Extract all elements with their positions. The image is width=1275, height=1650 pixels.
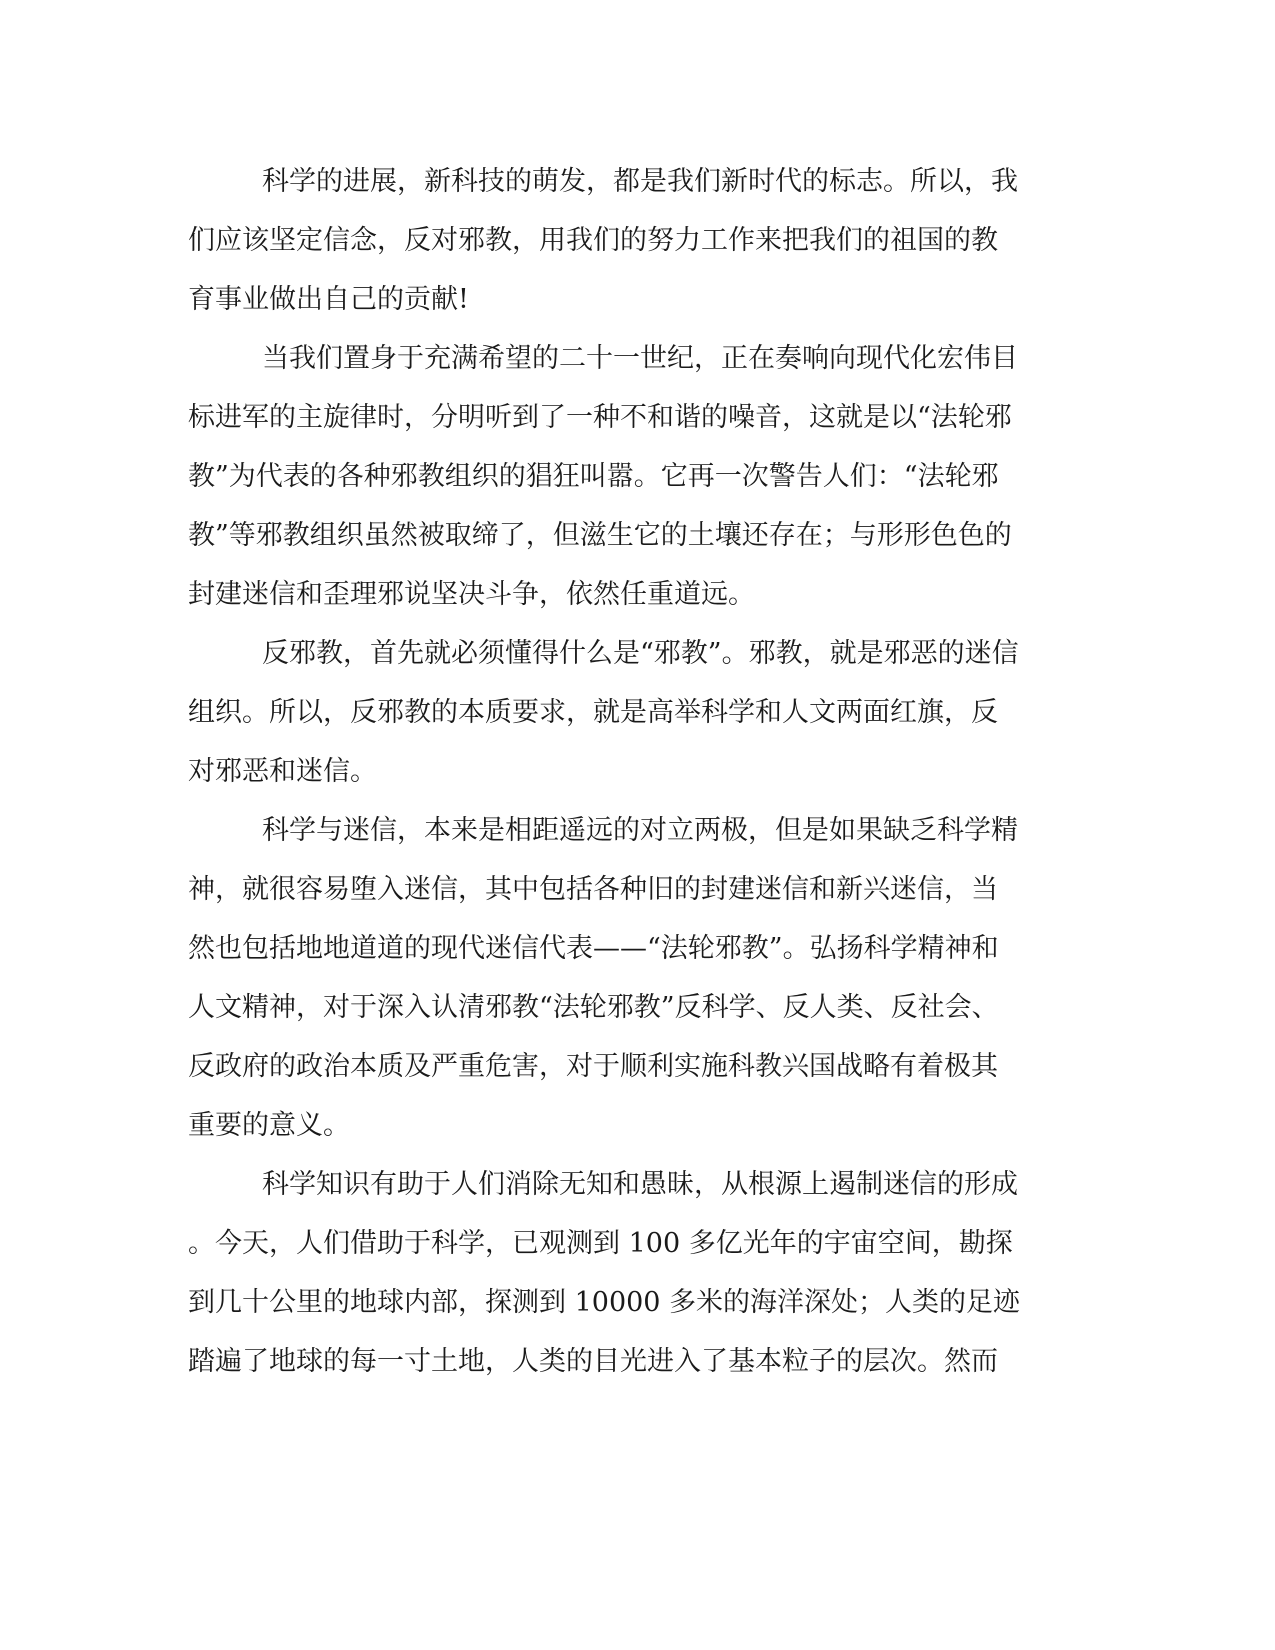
text-line: 反政府的政治本质及严重危害，对于顺利实施科教兴国战略有着极其 bbox=[188, 1051, 998, 1082]
text-line: 科学的进展，新科技的萌发，都是我们新时代的标志。所以，我 bbox=[262, 166, 1018, 197]
text-line: 教”为代表的各种邪教组织的猖狂叫嚣。它再一次警告人们：“法轮邪 bbox=[188, 461, 999, 492]
text-line: 。今天，人们借助于科学，已观测到 100 多亿光年的宇宙空间，勘探 bbox=[188, 1228, 1013, 1259]
text-line: 人文精神，对于深入认清邪教“法轮邪教”反科学、反人类、反社会、 bbox=[188, 992, 999, 1023]
text-line: 踏遍了地球的每一寸土地，人类的目光进入了基本粒子的层次。然而 bbox=[188, 1346, 998, 1377]
text-line: 科学知识有助于人们消除无知和愚昧，从根源上遏制迷信的形成 bbox=[262, 1169, 1018, 1200]
text-line: 重要的意义。 bbox=[188, 1110, 350, 1141]
text-line: 标进军的主旋律时，分明听到了一种不和谐的噪音，这就是以“法轮邪 bbox=[188, 402, 1012, 433]
text-line: 对邪恶和迷信。 bbox=[188, 756, 377, 787]
text-line: 育事业做出自己的贡献! bbox=[188, 284, 469, 315]
text-line: 当我们置身于充满希望的二十一世纪，正在奏响向现代化宏伟目 bbox=[262, 343, 1018, 374]
text-line: 反邪教，首先就必须懂得什么是“邪教”。邪教，就是邪恶的迷信 bbox=[262, 638, 1019, 669]
text-line: 封建迷信和歪理邪说坚决斗争，依然任重道远。 bbox=[188, 579, 755, 610]
text-line: 科学与迷信，本来是相距遥远的对立两极，但是如果缺乏科学精 bbox=[262, 815, 1018, 846]
text-line: 神，就很容易堕入迷信，其中包括各种旧的封建迷信和新兴迷信，当 bbox=[188, 874, 998, 905]
text-line: 们应该坚定信念，反对邪教，用我们的努力工作来把我们的祖国的教 bbox=[188, 225, 998, 256]
text-line: 然也包括地地道道的现代迷信代表——“法轮邪教”。弘扬科学精神和 bbox=[188, 933, 999, 964]
text-line: 组织。所以，反邪教的本质要求，就是高举科学和人文两面红旗，反 bbox=[188, 697, 998, 728]
text-line: 到几十公里的地球内部，探测到 10000 多米的海洋深处；人类的足迹 bbox=[188, 1287, 1021, 1318]
text-line: 教”等邪教组织虽然被取缔了，但滋生它的土壤还存在；与形形色色的 bbox=[188, 520, 1012, 551]
